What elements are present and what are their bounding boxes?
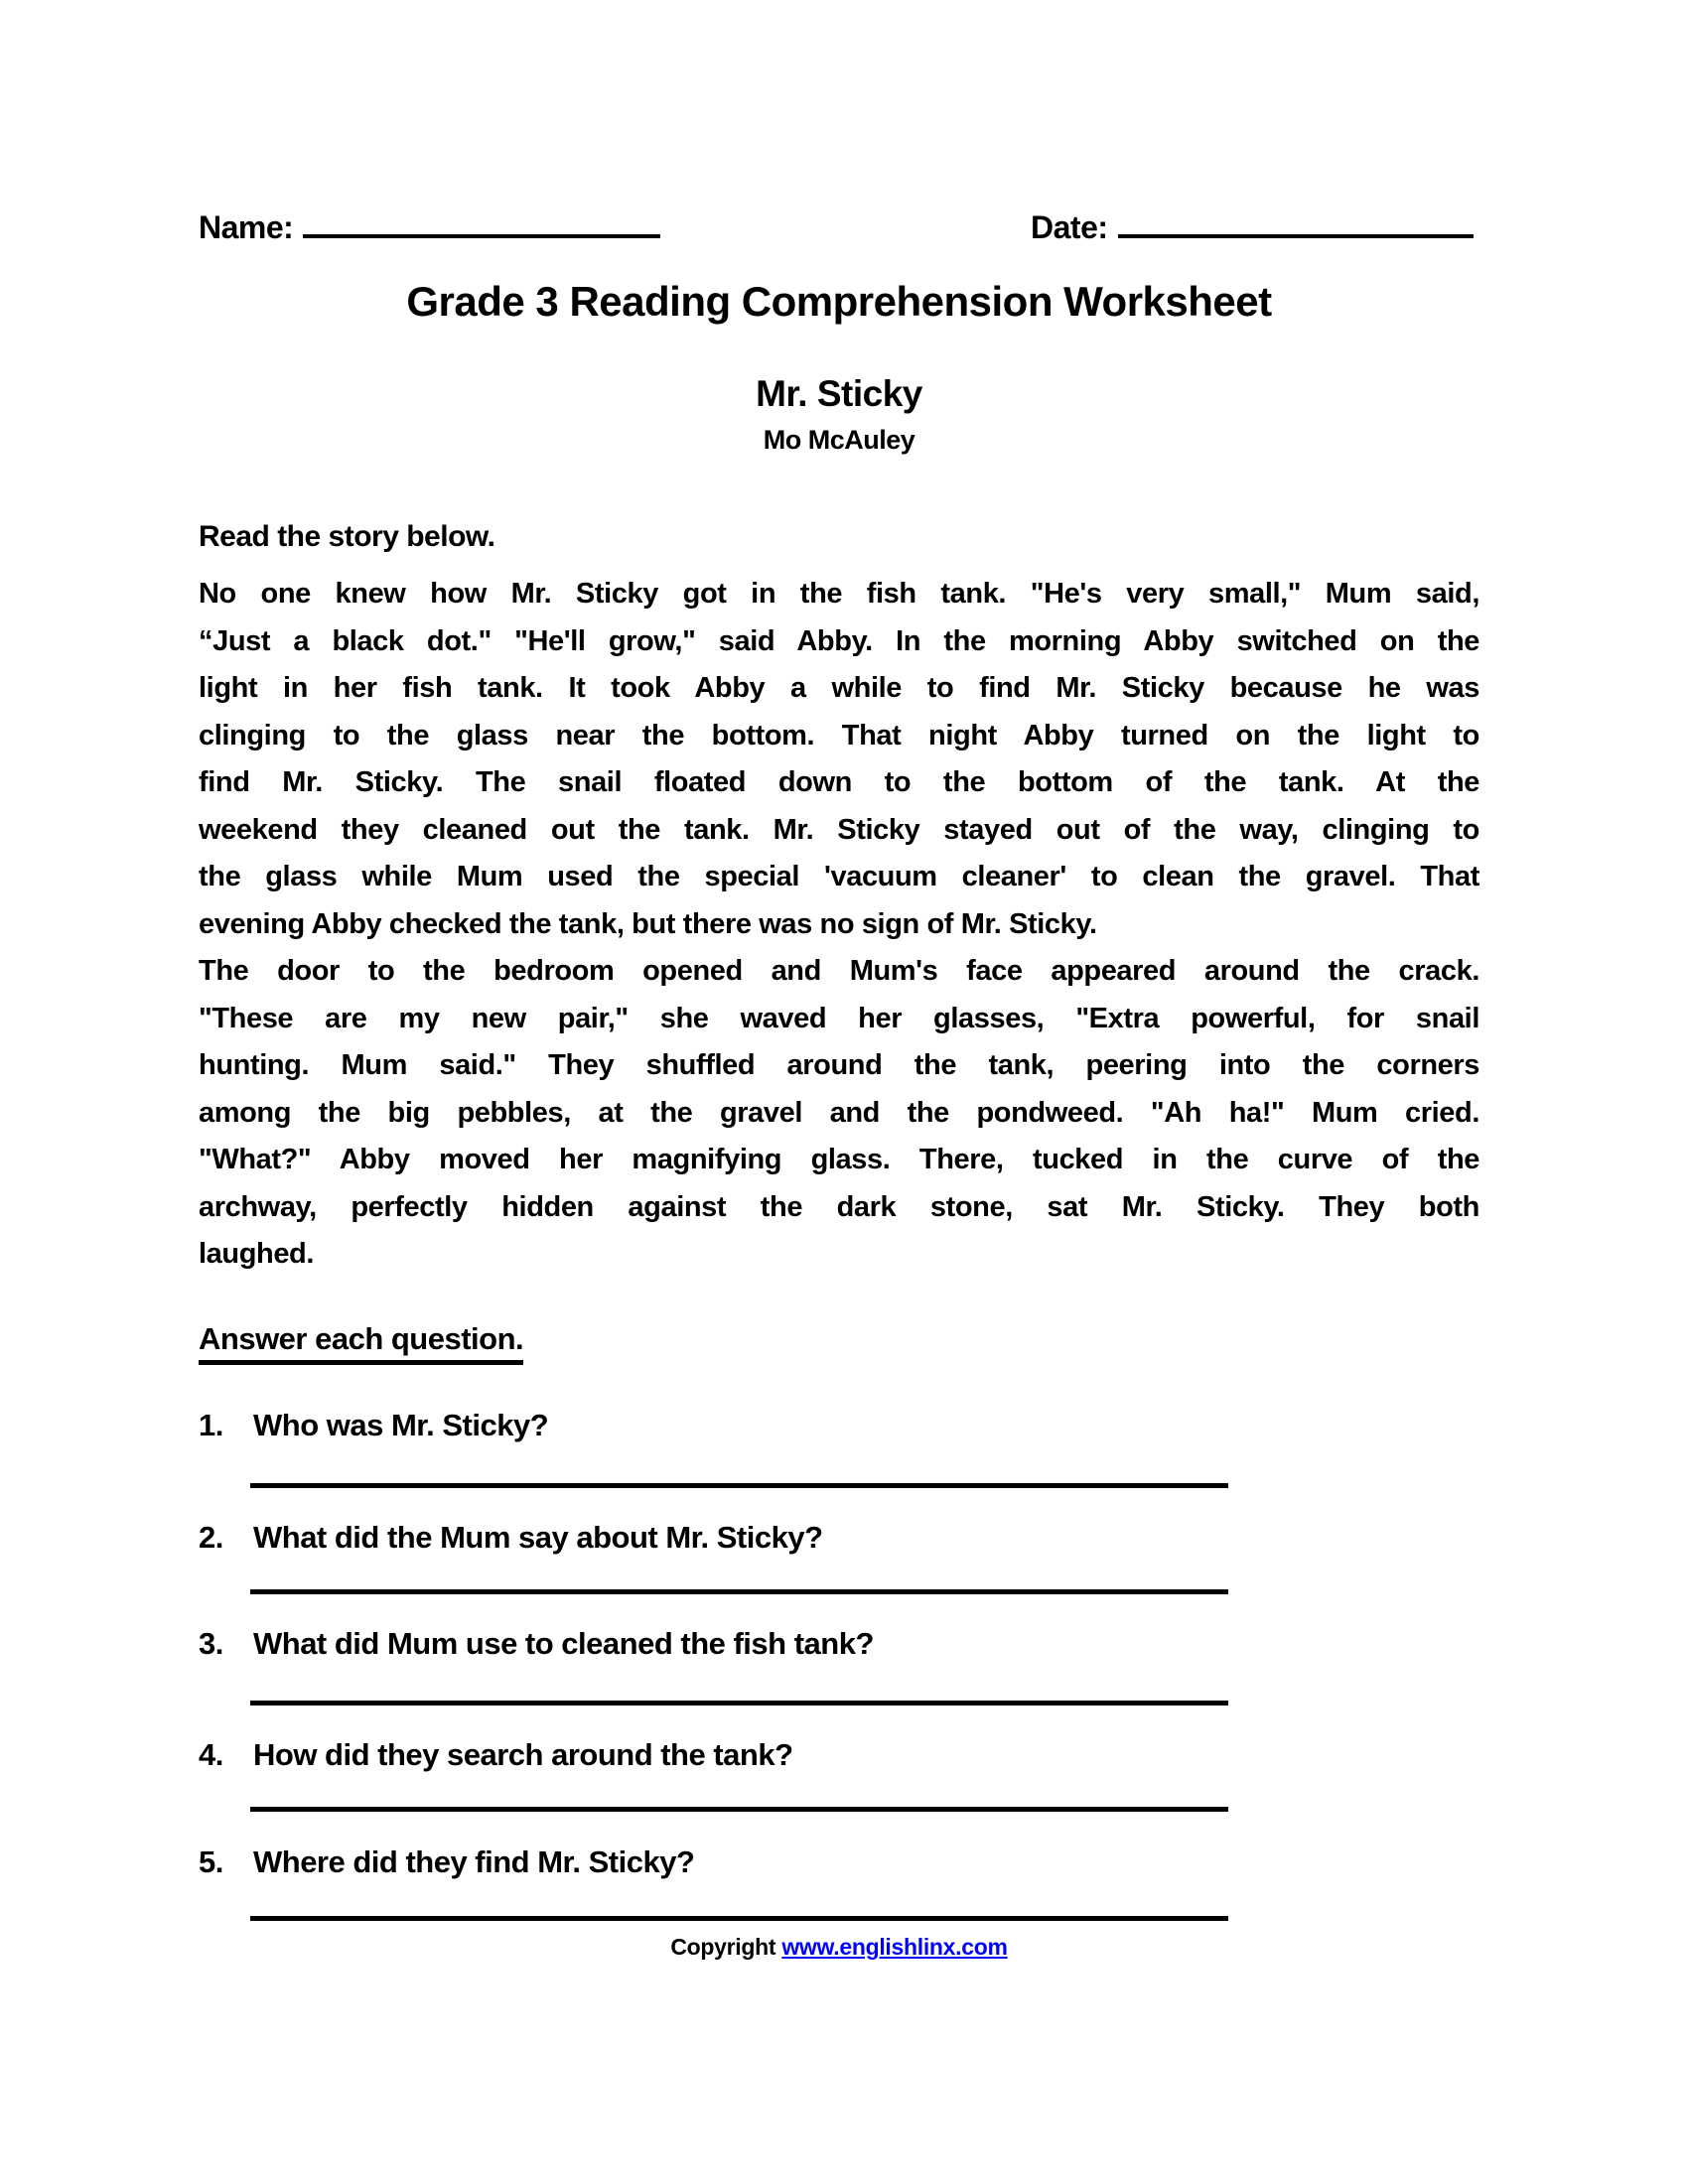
date-blank-line (1118, 206, 1474, 238)
copyright-label: Copyright (670, 1934, 776, 1960)
date-row (1031, 206, 1474, 246)
page-title: Grade 3 Reading Comprehension Worksheet (406, 278, 1272, 325)
story-line: evening Abby checked the tank, but there was no sign of Mr. Sticky. (199, 907, 1097, 940)
question-number: 2. (199, 1520, 223, 1555)
question-number: 5. (199, 1844, 223, 1879)
story-line: among the big pebbles, at the gravel and the pondweed. "Ah ha!" Mum cried. (199, 1096, 1479, 1129)
story-line: weekend they cleaned out the tank. Mr. Sticky stayed out of the way, clinging to (199, 813, 1479, 846)
story-line: hunting. Mum said." They shuffled around the tank, peering into the corners (199, 1049, 1479, 1081)
question-number: 4. (199, 1737, 223, 1772)
story-line: "These are my new pair," she waved her glasses, "Extra powerful, for snail (199, 1002, 1479, 1034)
copyright-link[interactable]: www.englishlinx.com (781, 1934, 1008, 1960)
story-line: No one knew how Mr. Sticky got in the fish tank. "He's very small," Mum said, (199, 578, 1479, 610)
story-title: Mr. Sticky (756, 373, 922, 414)
date-label: Date: (1031, 209, 1108, 245)
story-line: “Just a black dot." "He'll grow," said Abby. In the morning Abby switched on the (199, 624, 1479, 657)
question-item (199, 1408, 548, 1443)
story-line: The door to the bedroom opened and Mum's face appeared around the crack. (199, 955, 1479, 987)
story-line: light in her fish tank. It took Abby a while to find Mr. Sticky because he was (199, 672, 1479, 704)
answer-blank-line (250, 1916, 1228, 1921)
story-line: clinging to the glass near the bottom. That night Abby turned on the light to (199, 719, 1479, 751)
questions-heading-text: Answer each question. (199, 1321, 523, 1365)
name-label: Name: (199, 209, 294, 245)
question-item (199, 1737, 793, 1773)
footer (199, 1934, 1479, 1961)
questions-heading (199, 1321, 523, 1365)
name-row (199, 206, 660, 246)
answer-blank-line (250, 1701, 1228, 1706)
name-blank-line (303, 206, 660, 238)
story-line: "What?" Abby moved her magnifying glass. There, tucked in the curve of the (199, 1144, 1479, 1175)
answer-blank-line (250, 1589, 1228, 1594)
answer-blank-line (250, 1807, 1228, 1812)
story-line: laughed. (199, 1238, 315, 1270)
question-text: What did Mum use to cleaned the fish tank? (253, 1626, 874, 1661)
question-item (199, 1626, 874, 1662)
story-line: archway, perfectly hidden against the dark stone, sat Mr. Sticky. They both (199, 1190, 1479, 1223)
answer-blank-line (250, 1483, 1228, 1488)
question-item (199, 1520, 823, 1556)
question-item (199, 1844, 694, 1880)
question-text: What did the Mum say about Mr. Sticky? (253, 1520, 823, 1555)
question-number: 1. (199, 1408, 223, 1442)
read-instructions: Read the story below. (199, 520, 495, 553)
question-text: How did they search around the tank? (253, 1737, 793, 1772)
story-line: find Mr. Sticky. The snail floated down to the bottom of the tank. At the (199, 766, 1479, 798)
story-line: the glass while Mum used the special 'vacuum cleaner' to clean the gravel. That (199, 861, 1479, 892)
question-number: 3. (199, 1626, 223, 1661)
question-text: Where did they find Mr. Sticky? (253, 1844, 695, 1879)
story-author: Mo McAuley (763, 425, 915, 455)
story-text (199, 571, 1479, 1279)
question-text: Who was Mr. Sticky? (253, 1408, 549, 1442)
